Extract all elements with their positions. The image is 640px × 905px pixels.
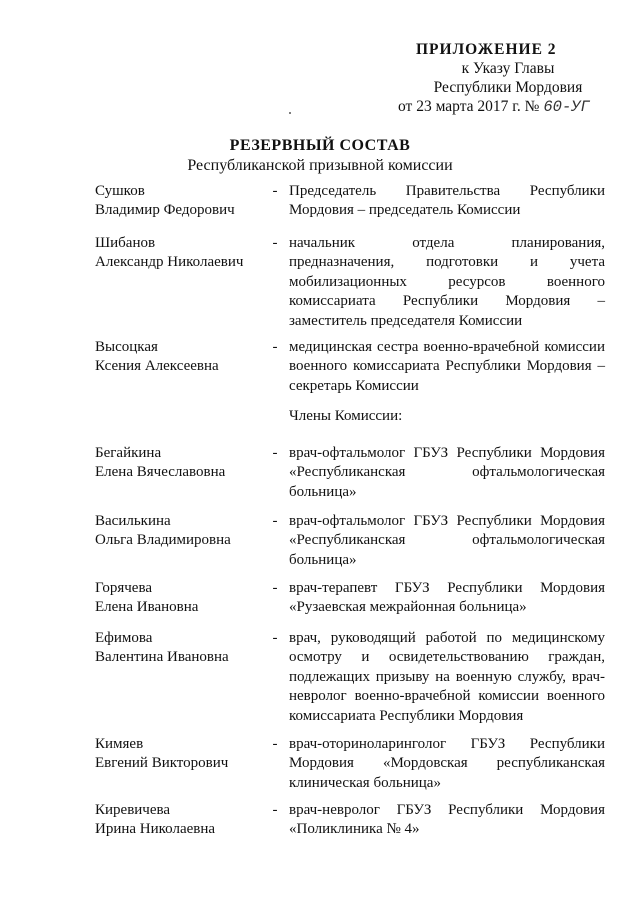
member-surname: Сушков <box>95 183 145 199</box>
member-surname: Киревичева <box>95 802 171 818</box>
member-name <box>95 444 265 483</box>
member-given-names: Ирина Николаевна <box>95 821 216 838</box>
member-surname: Шибанов <box>95 235 156 251</box>
title-main: РЕЗЕРВНЫЙ СОСТАВ <box>229 137 411 154</box>
dash-separator: - <box>272 513 278 529</box>
dash-separator: - <box>272 183 278 199</box>
dash-separator: - <box>272 630 278 646</box>
member-given-names: Елена Вячеславовна <box>95 464 226 481</box>
member-name <box>95 512 265 551</box>
appendix-line-decree: к Указу Главы <box>461 60 555 77</box>
member-role: врач-оториноларинголог ГБУЗ Республики Мордовия «Мордовская республиканская клиническая больница» <box>289 736 605 791</box>
member-name <box>95 629 265 668</box>
member-given-names: Евгений Викторович <box>95 755 229 772</box>
appendix-heading: ПРИЛОЖЕНИЕ 2 <box>416 41 557 58</box>
member-given-names: Владимир Федорович <box>95 202 235 219</box>
dash-separator: - <box>272 235 278 251</box>
member-name <box>95 338 265 377</box>
member-surname: Горячева <box>95 580 152 596</box>
appendix-line-republic: Республики Мордовия <box>433 79 583 96</box>
member-role: врач-невролог ГБУЗ Республики Мордовия «Поликлиника № 4» <box>289 802 605 838</box>
member-role: врач, руководящий работой по медицинскому осмотру и освидетельствованию граждан, подлежащих призыву на военную службу, врач-невролог военно-врачебной комиссии военного комиссариата Республики Мордовия <box>289 630 605 724</box>
member-surname: Высоцкая <box>95 339 158 355</box>
handwritten-number: 60-УГ <box>543 98 590 116</box>
member-name <box>95 801 265 840</box>
member-given-names: Ольга Владимировна <box>95 532 231 549</box>
member-surname: Кимяев <box>95 736 144 752</box>
dash-separator: - <box>272 736 278 752</box>
member-name <box>95 234 265 273</box>
member-role: врач-терапевт ГБУЗ Республики Мордовия «Рузаевская межрайонная больница» <box>289 580 605 616</box>
number-sign: № <box>524 98 540 115</box>
dash-separator: - <box>272 802 278 818</box>
date-prefix: от <box>398 98 413 115</box>
member-surname: Бегайкина <box>95 445 162 461</box>
member-name <box>95 579 265 618</box>
member-role: врач-офтальмолог ГБУЗ Республики Мордовия «Республиканская офтальмологическая больница» <box>289 513 605 568</box>
dash-separator: - <box>272 445 278 461</box>
document-title <box>0 136 640 176</box>
member-role: начальник отдела планирования, предназначения, подготовки и учета мобилизационных ресурсов военного комиссариата Республики Мордовия – заместитель председателя Комиссии <box>289 235 605 329</box>
member-given-names: Елена Ивановна <box>95 599 199 616</box>
member-name <box>95 735 265 774</box>
dash-separator: - <box>272 580 278 596</box>
date-text: 23 марта 2017 г. <box>416 98 521 115</box>
member-surname: Ефимова <box>95 630 153 646</box>
dash-separator: - <box>272 339 278 355</box>
appendix-date-line <box>398 97 618 117</box>
scan-dot <box>289 112 291 114</box>
member-given-names: Александр Николаевич <box>95 254 244 271</box>
member-given-names: Валентина Ивановна <box>95 649 229 666</box>
title-sub: Республиканской призывной комиссии <box>187 157 453 174</box>
member-role: врач-офтальмолог ГБУЗ Республики Мордовия «Республиканская офтальмологическая больница» <box>289 445 605 500</box>
member-role: Председатель Правительства Республики Мордовия – председатель Комиссии <box>289 183 605 219</box>
member-given-names: Ксения Алексеевна <box>95 358 219 375</box>
member-surname: Василькина <box>95 513 171 529</box>
member-name <box>95 182 265 221</box>
members-heading: Члены Комиссии: <box>289 408 403 424</box>
appendix-header <box>398 40 618 117</box>
member-role: медицинская сестра военно-врачебной комиссии военного комиссариата Республики Мордовия – секретарь Комиссии <box>289 339 605 394</box>
